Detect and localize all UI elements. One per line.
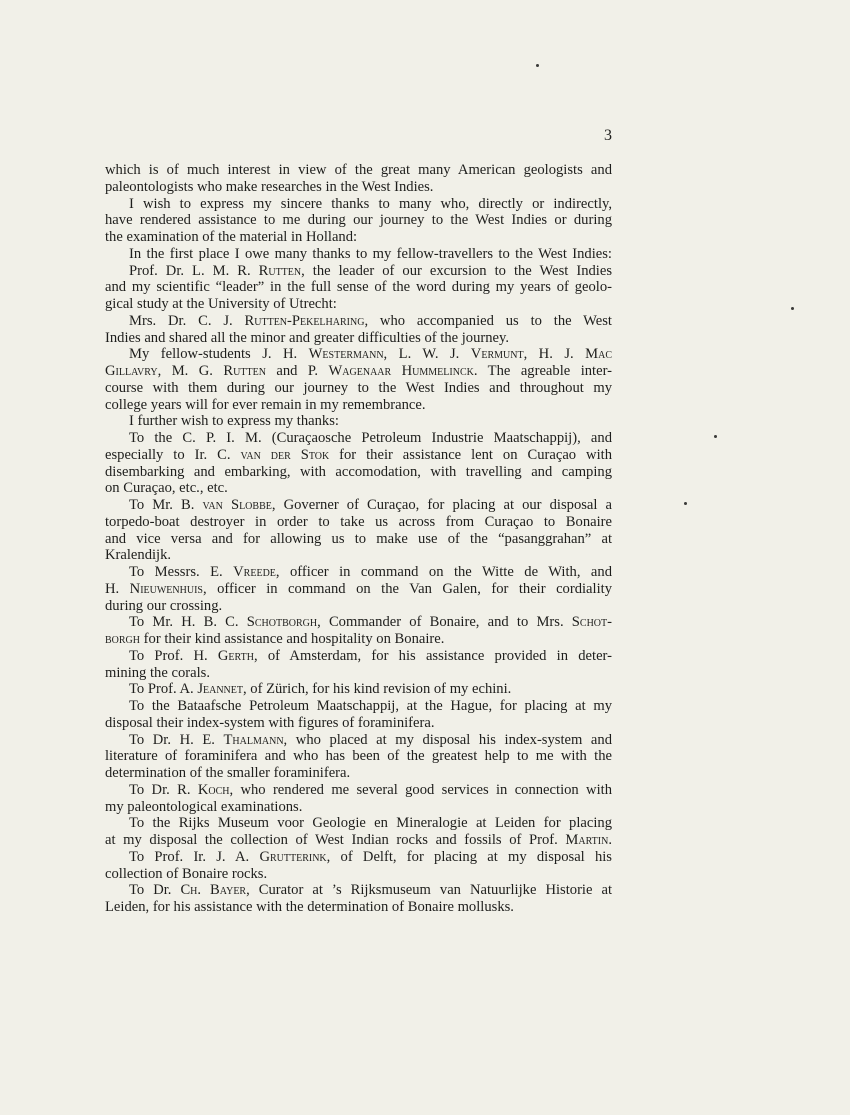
text-run: , the leader of our excursion to the West Indies (301, 262, 613, 279)
paper-speck (536, 64, 539, 67)
text-line (105, 732, 612, 749)
text-run: , officer in command on the Van Galen, for their cordiality (202, 580, 612, 597)
text-line (105, 547, 612, 564)
small-caps-name: Nieuwenhuis (129, 580, 203, 597)
small-caps-name: Jeannet (197, 681, 243, 698)
text-line (105, 397, 612, 414)
text-run: Kralendijk. (105, 547, 172, 564)
text-run: , L. W. J. (383, 346, 471, 363)
small-caps-name: Koch (197, 781, 230, 798)
small-caps-name: Vermunt (470, 346, 524, 363)
text-line (105, 799, 612, 816)
text-run: during our crossing. (105, 597, 223, 614)
text-line (105, 698, 612, 715)
small-caps-name: Westermann (308, 346, 384, 363)
text-line (105, 665, 612, 682)
text-run: for their assistance lent on Curaçao with (329, 446, 612, 463)
text-run: the examination of the material in Holland: (105, 229, 358, 245)
paper-speck (791, 307, 794, 310)
text-line (105, 447, 612, 464)
text-line (105, 196, 612, 213)
text-line (105, 681, 612, 698)
text-run: , Governer of Curaçao, for placing at our disposal a (271, 497, 613, 513)
small-caps-name: Martin (565, 832, 609, 848)
text-line (105, 380, 612, 397)
text-run: , M. G. (157, 363, 224, 379)
text-run: , Commander of Bonaire, and to Mrs. (317, 614, 572, 631)
text-line (105, 246, 612, 263)
text-line (105, 815, 612, 832)
small-caps-name: borgh (105, 631, 141, 647)
small-caps-name: Schot- (571, 614, 612, 631)
small-caps-name: Schotborgh (246, 614, 318, 631)
text-run: which is of much interest in view of the great many American geologists and (105, 162, 612, 178)
text-run: Prof. Dr. L. M. R. (129, 262, 259, 279)
text-run: To Dr. (129, 882, 181, 899)
text-run: on Curaçao, etc., etc. (105, 480, 228, 497)
text-run: determination of the smaller foraminifera. (105, 765, 351, 781)
paper-speck (714, 435, 717, 438)
small-caps-name: van der Stok (240, 446, 330, 463)
text-run: , of Amsterdam, for his assistance provided in deter- (253, 647, 612, 664)
text-run: To Dr. R. (129, 781, 198, 798)
text-run: mining the corals. (105, 664, 210, 681)
text-run: disposal their index-system with figures of foraminifera. (105, 714, 435, 731)
text-line (105, 263, 612, 280)
text-run: gical study at the University of Utrecht: (105, 296, 337, 312)
text-line (105, 229, 612, 246)
text-run: and vice versa and for allowing us to make use of the “pasanggrahan” at (105, 530, 612, 547)
text-run: To Mr. H. B. C. (129, 614, 247, 631)
text-run: , officer in command on the Witte de With, and (275, 564, 613, 580)
text-line (105, 430, 612, 447)
small-caps-name: Wagenaar Hummelinck (328, 363, 474, 379)
small-caps-name: Rutten (258, 262, 302, 279)
text-line (105, 464, 612, 481)
text-line (105, 564, 612, 581)
text-line (105, 899, 612, 916)
text-run: , of Delft, for placing at my disposal his (326, 848, 612, 865)
small-caps-name: Ch. Bayer (180, 882, 247, 899)
text-line (105, 631, 612, 648)
text-line (105, 346, 612, 363)
text-line (105, 832, 612, 849)
text-line (105, 279, 612, 296)
text-run: My fellow-students J. H. (129, 346, 309, 363)
text-line (105, 581, 612, 598)
text-run: especially to Ir. C. (105, 446, 241, 463)
small-caps-name: Grutterink (259, 848, 327, 865)
text-line (105, 598, 612, 615)
text-line (105, 162, 612, 179)
paper-speck (684, 502, 687, 505)
text-line (105, 748, 612, 765)
text-run: To the Bataafsche Petroleum Maatschappij, at the Hague, for placing at my (129, 698, 612, 714)
text-run: course with them during our journey to the West Indies and throughout my (105, 379, 612, 396)
small-caps-name: Mac (585, 346, 613, 363)
small-caps-name: Gillavry (105, 363, 158, 379)
text-run: torpedo-boat destroyer in order to take us across from Curaçao to Bonaire (105, 513, 612, 530)
text-run: , of Zürich, for his kind revision of my echini. (242, 681, 512, 698)
small-caps-name: Rutten-Pekelharing (244, 312, 365, 329)
text-run: have rendered assistance to me during our journey to the West Indies or during (105, 212, 612, 229)
text-run: Indies and shared all the minor and greater difficulties of the journey. (105, 329, 510, 346)
text-run: , Curator at ’s Rijksmuseum van Natuurlijke Historie at (246, 882, 612, 899)
text-line (105, 179, 612, 196)
text-line (105, 296, 612, 313)
page-number: 3 (604, 127, 612, 144)
text-run: and my scientific “leader” in the full sense of the word during my years of geolo- (105, 279, 612, 296)
text-run: collection of Bonaire rocks. (105, 865, 268, 882)
text-line (105, 614, 612, 631)
text-run: H. (105, 580, 130, 597)
small-caps-name: Gerth (217, 647, 254, 664)
body-text (105, 162, 612, 916)
text-run: . The agreable inter- (473, 363, 613, 379)
text-run: To Dr. H. E. (129, 731, 224, 748)
text-line (105, 782, 612, 799)
text-line (105, 313, 612, 330)
small-caps-name: van Slobbe (202, 497, 272, 513)
text-line (105, 866, 612, 883)
small-caps-name: Thalmann (223, 731, 284, 748)
text-run: I wish to express my sincere thanks to many who, directly or indirectly, (129, 195, 612, 212)
text-line (105, 849, 612, 866)
small-caps-name: Rutten (223, 363, 266, 379)
text-line (105, 413, 612, 430)
text-run: To Mr. B. (129, 497, 203, 513)
text-run: To Messrs. E. (129, 564, 234, 580)
text-line (105, 497, 612, 514)
text-run: disembarking and embarking, with accomodation, with travelling and camping (105, 463, 612, 480)
small-caps-name: Vreede (233, 564, 276, 580)
text-run: To Prof. Ir. J. A. (129, 848, 260, 865)
text-run: I further wish to express my thanks: (129, 413, 339, 430)
text-run: , who rendered me several good services in connection with (229, 781, 612, 798)
text-run: . (608, 832, 612, 848)
text-run: , who accompanied us to the West (364, 312, 612, 329)
text-run: In the first place I owe many thanks to my fellow-travellers to the West Indies: (129, 245, 612, 262)
text-line (105, 212, 612, 229)
text-line (105, 330, 612, 347)
text-run: To the Rijks Museum voor Geologie en Mineralogie at Leiden for placing (129, 815, 612, 832)
text-run: To Prof. A. (129, 681, 198, 698)
text-run: Mrs. Dr. C. J. (129, 312, 245, 329)
text-run: my paleontological examinations. (105, 798, 303, 815)
text-line (105, 514, 612, 531)
text-line (105, 882, 612, 899)
text-run: , H. J. (523, 346, 586, 363)
text-line (105, 648, 612, 665)
text-run: college years will for ever remain in my remembrance. (105, 396, 426, 413)
text-line (105, 480, 612, 497)
text-run: Leiden, for his assistance with the determination of Bonaire mollusks. (105, 899, 514, 915)
text-run: paleontologists who make researches in the West Indies. (105, 178, 434, 195)
text-run: literature of foraminifera and who has been of the greatest help to me with the (105, 748, 612, 765)
text-run: at my disposal the collection of West Indian rocks and fossils of Prof. (105, 832, 566, 848)
text-line (105, 765, 612, 782)
text-line (105, 715, 612, 732)
text-run: and P. (265, 363, 329, 379)
text-run: , who placed at my disposal his index-system and (283, 731, 612, 748)
text-line (105, 363, 612, 380)
text-run: To the C. P. I. M. (Curaçaosche Petroleum Industrie Maatschappij), and (129, 430, 612, 446)
text-run: for their kind assistance and hospitality on Bonaire. (140, 631, 445, 647)
text-line (105, 531, 612, 548)
text-run: To Prof. H. (129, 647, 218, 664)
